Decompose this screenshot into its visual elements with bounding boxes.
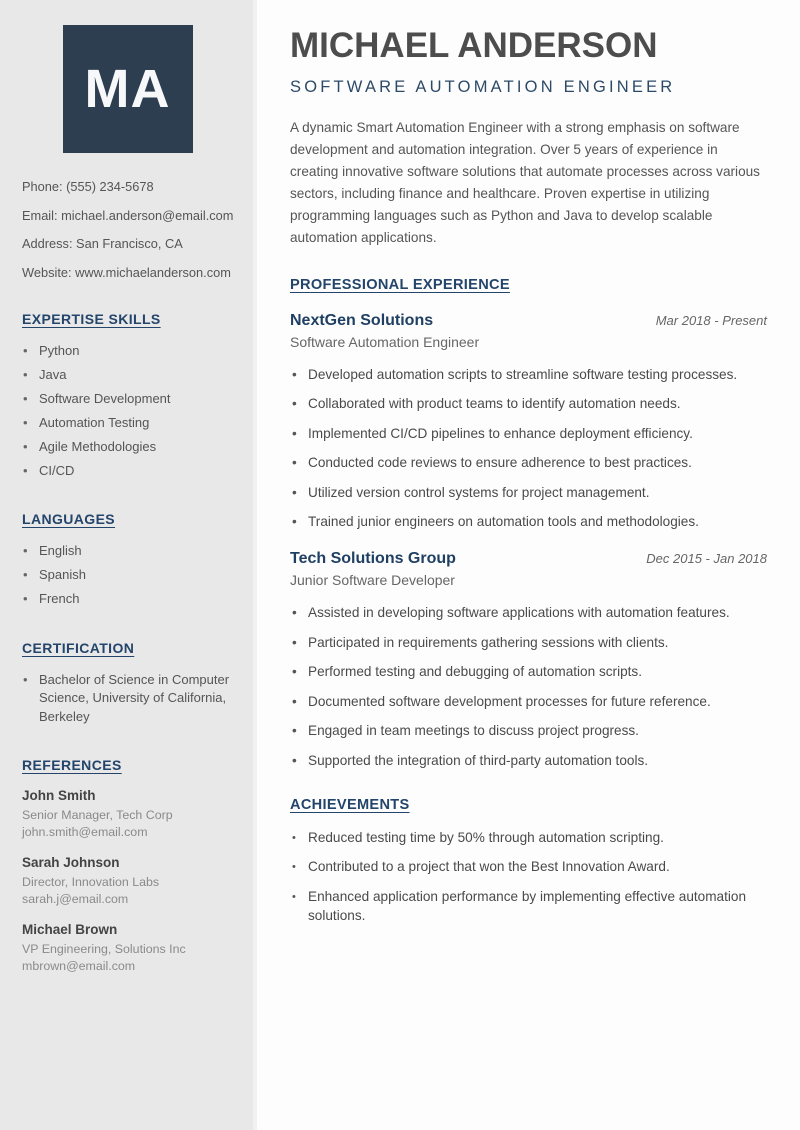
reference-email: john.smith@email.com [22, 824, 148, 839]
job-header [290, 312, 767, 330]
job-bullet: • Trained junior engineers on automation tools and methodologies. [290, 512, 767, 531]
reference-entry [22, 788, 233, 840]
job-bullet: • Collaborated with product teams to identify automation needs. [290, 394, 767, 413]
candidate-name: MICHAEL ANDERSON [290, 26, 658, 65]
job-bullet: • Developed automation scripts to streamline software testing processes. [290, 365, 767, 384]
reference-role: Director, Innovation Labs [22, 875, 160, 889]
language-item: • English [22, 542, 233, 561]
sidebar [0, 0, 257, 1130]
job-bullet: • Performed testing and debugging of automation scripts. [290, 662, 767, 681]
candidate-title: SOFTWARE AUTOMATION ENGINEER [290, 77, 676, 96]
reference-name: John Smith [22, 788, 96, 803]
language-item: • Spanish [22, 566, 233, 585]
job-bullet: • Implemented CI/CD pipelines to enhance deployment efficiency. [290, 424, 767, 443]
reference-email: sarah.j@email.com [22, 891, 129, 906]
job-header [290, 550, 767, 568]
skills-section-title: EXPERTISE SKILLS [22, 310, 161, 327]
job-bullet: • Conducted code reviews to ensure adherence to best practices. [290, 453, 767, 472]
experience-section-title: PROFESSIONAL EXPERIENCE [290, 276, 510, 293]
company-name: NextGen Solutions [290, 311, 434, 329]
job-bullet: • Supported the integration of third-party automation tools. [290, 751, 767, 770]
skill-item: • Agile Methodologies [22, 438, 233, 457]
references-section-title: REFERENCES [22, 757, 122, 773]
reference-role: Senior Manager, Tech Corp [22, 808, 173, 822]
languages-list [22, 542, 233, 609]
job-role: Junior Software Developer [290, 572, 455, 589]
main-content [261, 0, 800, 935]
experience-job [290, 550, 767, 770]
job-bullet-list [290, 365, 767, 532]
skill-item: • CI/CD [22, 462, 233, 481]
languages-section-title: LANGUAGES [22, 511, 116, 527]
summary-paragraph: A dynamic Smart Automation Engineer with a strong emphasis on software development and automation integration. Over 5 years of experience in creating innovative software solutions that automate processes across various sectors, including finance and healthcare. Proven expertise in utilizing programming languages such as Python and Java to develop scalable automation applications. [290, 119, 760, 245]
job-bullet: • Engaged in team meetings to discuss project progress. [290, 721, 767, 740]
company-name: Tech Solutions Group [290, 550, 456, 568]
contact-email: Email: michael.anderson@email.com [22, 207, 234, 223]
reference-name: Michael Brown [22, 922, 118, 937]
reference-entry [22, 855, 233, 907]
language-item: • French [22, 590, 233, 609]
experience-job [290, 312, 767, 532]
skill-item: • Java [22, 366, 233, 385]
reference-entry [22, 922, 233, 974]
reference-name: Sarah Johnson [22, 855, 120, 870]
skill-item: • Python [22, 342, 233, 361]
reference-email: mbrown@email.com [22, 958, 136, 973]
job-bullet: • Assisted in developing software applications with automation features. [290, 603, 767, 622]
job-dates: Dec 2015 - Jan 2018 [646, 551, 767, 567]
job-bullet-list [290, 603, 767, 770]
skill-item: • Automation Testing [22, 414, 233, 433]
contact-address: Address: San Francisco, CA [22, 236, 183, 251]
achievements-list [290, 828, 767, 925]
achievement-bullet: • Reduced testing time by 50% through automation scripting. [290, 828, 767, 847]
job-bullet: • Documented software development processes for future reference. [290, 692, 767, 711]
achievements-section [290, 797, 767, 925]
skill-item: • Software Development [22, 390, 233, 409]
job-bullet: • Utilized version control systems for project management. [290, 483, 767, 502]
contact-website: Website: www.michaelanderson.com [22, 264, 231, 280]
job-role: Software Automation Engineer [290, 333, 480, 350]
references-list [22, 788, 233, 974]
achievements-section-title: ACHIEVEMENTS [290, 796, 410, 813]
reference-role: VP Engineering, Solutions Inc [22, 942, 186, 956]
certification-item: • Bachelor of Science in Computer Science, University of California, Berkeley [22, 671, 233, 727]
achievement-bullet: • Enhanced application performance by implementing effective automation solutions. [290, 887, 767, 925]
certification-section-title: CERTIFICATION [22, 639, 135, 656]
monogram-avatar [63, 25, 193, 153]
job-dates: Mar 2018 - Present [655, 312, 767, 328]
certification-list [22, 671, 233, 727]
achievement-bullet: • Contributed to a project that won the Best Innovation Award. [290, 857, 767, 876]
skills-list [22, 342, 233, 481]
contact-phone: Phone: (555) 234-5678 [22, 179, 154, 194]
monogram-initials: MA [84, 59, 171, 119]
contact-info [22, 179, 233, 280]
job-bullet: • Participated in requirements gathering sessions with clients. [290, 633, 767, 652]
